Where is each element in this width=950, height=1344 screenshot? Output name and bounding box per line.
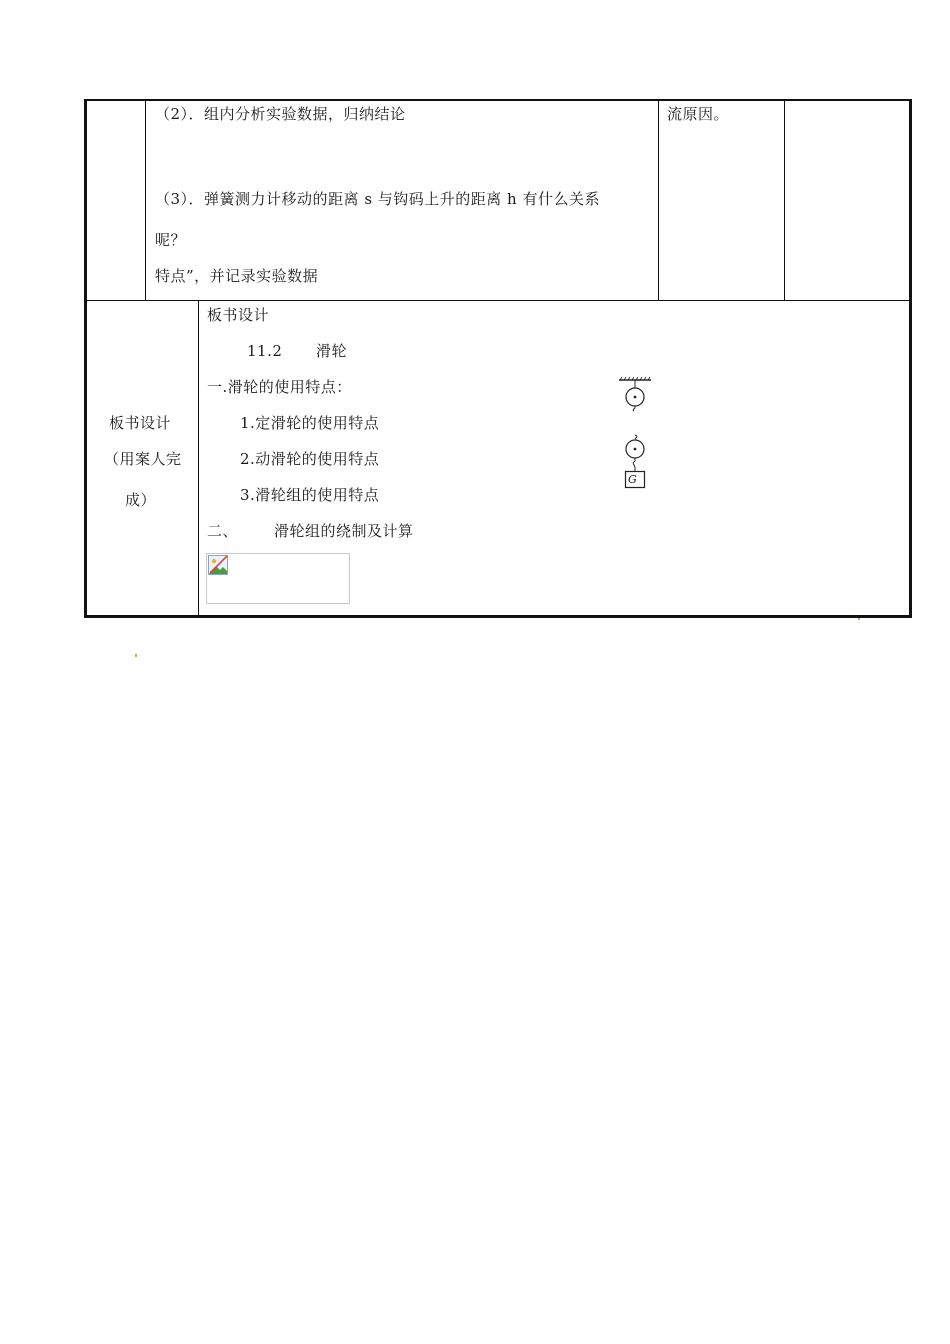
stray-mark: [858, 618, 860, 620]
outline-item-1-2: 2.动滑轮的使用特点: [240, 450, 380, 468]
upper-col-divider-3: [784, 99, 785, 301]
table-left-border: [84, 99, 87, 618]
section-title: 滑轮: [316, 342, 348, 360]
broken-image-icon: [208, 555, 228, 575]
outline-item-2-prefix: 二、: [207, 522, 239, 540]
step3-text-line1: （3）．弹簧测力计移动的距离 s 与钩码上升的距离 h 有什么关系: [155, 190, 600, 208]
table-top-border: [84, 99, 912, 101]
outline-item-2-title: 滑轮组的绕制及计算: [274, 522, 414, 540]
table-bottom-border: [84, 615, 912, 618]
missing-image-placeholder: [206, 553, 350, 604]
board-label-line1: 板书设计: [109, 414, 172, 432]
board-label-line3: 成）: [125, 491, 157, 509]
outline-item-1: 一.滑轮的使用特点：: [207, 378, 352, 396]
board-heading: 板书设计: [207, 306, 270, 324]
row-divider: [84, 300, 912, 301]
board-label-line2: （用案人完: [104, 450, 182, 468]
step2-text: （2）．组内分析实验数据，归纳结论: [155, 105, 406, 123]
table-right-border: [909, 99, 912, 618]
upper-col-divider-1: [145, 99, 146, 301]
right-note-text: 流原因。: [667, 105, 730, 123]
step3-text-line3: 特点”，并记录实验数据: [155, 267, 319, 285]
weight-label: G: [628, 473, 637, 486]
step3-text-line2: 呢？: [155, 231, 187, 249]
stray-mark: [135, 654, 137, 657]
section-number: 11.2: [247, 342, 283, 360]
outline-item-1-3: 3.滑轮组的使用特点: [240, 486, 380, 504]
outline-item-1-1: 1.定滑轮的使用特点: [240, 414, 380, 432]
fixed-pulley-diagram: [615, 376, 655, 412]
lower-col-divider: [198, 300, 199, 616]
upper-col-divider-2: [658, 99, 659, 301]
